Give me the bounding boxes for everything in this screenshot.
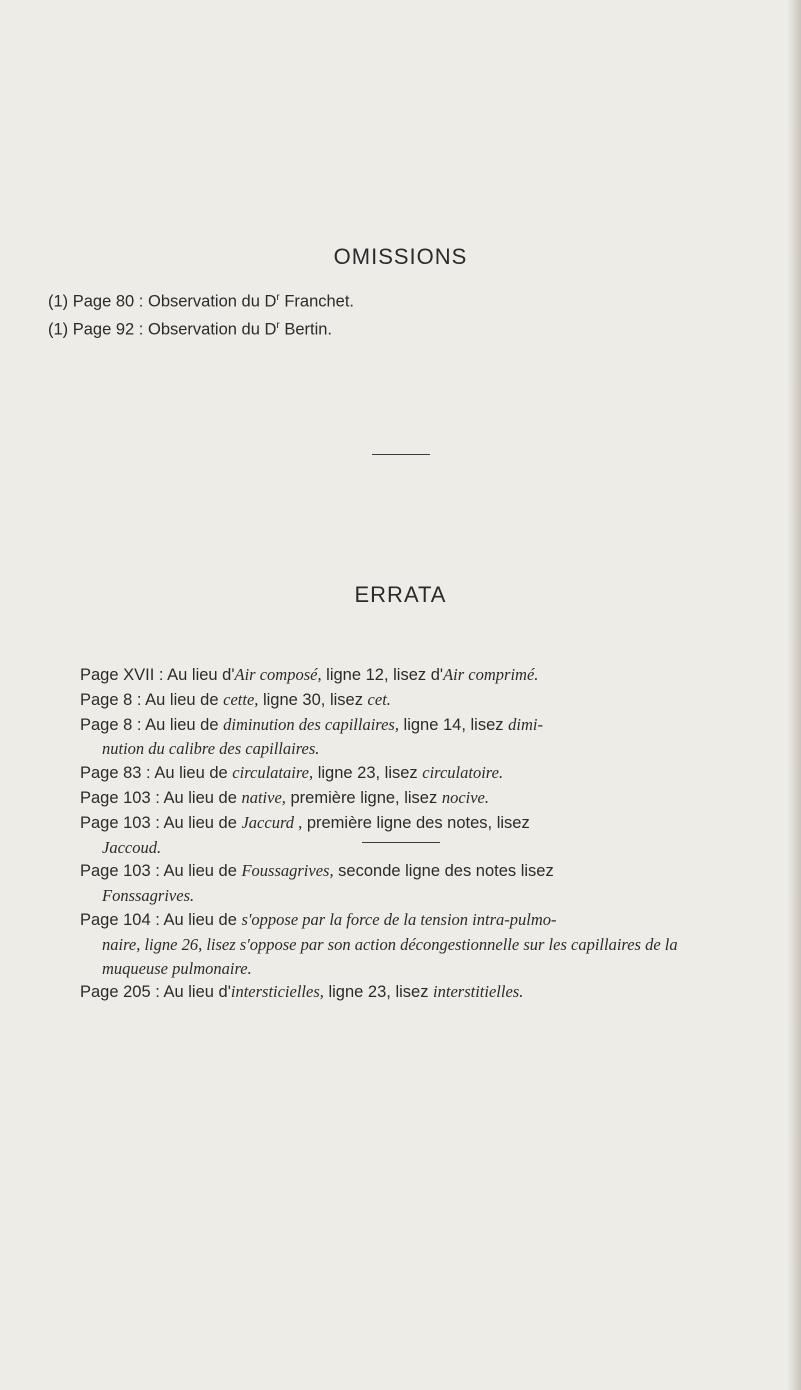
errata-entry	[80, 980, 740, 1005]
errata-entry	[80, 761, 740, 786]
omission-item	[48, 286, 354, 314]
entry-text: ligne 23, lisez	[323, 983, 434, 1002]
errata-title: ERRATA	[354, 582, 447, 607]
omission-ref: (1) Page 80 :	[48, 292, 144, 311]
entry-text: première ligne, lisez	[285, 788, 442, 807]
omission-tail: Bertin.	[279, 320, 333, 338]
entry-text: Page XVII : Au lieu d'	[80, 666, 235, 684]
entry-italic: Air comprimé.	[443, 665, 539, 684]
omission-sup: r	[276, 292, 280, 303]
omissions-title: OMISSIONS	[333, 244, 468, 269]
entry-text: Page 205 : Au lieu d'	[80, 983, 231, 1002]
entry-continuation: nution du calibre des capillaires.	[102, 739, 320, 759]
errata-entry	[80, 663, 740, 688]
entry-text: ligne 23, lisez	[313, 764, 423, 783]
entry-italic: interstitielles.	[433, 982, 524, 1002]
entry-continuation: naire, ligne 26, lisez s'oppose par son action décongestionnelle sur les capillaires de la muqueuse pulmonaire.	[102, 934, 678, 978]
entry-text: ligne 14, lisez	[398, 715, 509, 734]
entry-italic: native,	[241, 787, 286, 807]
omission-ref: (1) Page 92 :	[48, 320, 144, 338]
entry-text: Page 104 : Au lieu de	[80, 910, 242, 929]
entry-text: Page 103 : Au lieu de	[80, 788, 242, 807]
omission-tail: Franchet.	[279, 292, 355, 311]
entry-italic: cette,	[223, 689, 259, 709]
errata-entry	[80, 713, 740, 762]
entry-italic: circulatoire.	[422, 763, 504, 783]
entry-italic: s'oppose par la force de la tension intra-pulmo-	[241, 909, 557, 929]
entry-text: Page 83 : Au lieu de	[80, 764, 233, 783]
entry-continuation: Jaccoud.	[102, 837, 162, 857]
page-edge-shadow	[787, 0, 801, 1390]
entry-italic: Jaccurd ,	[241, 812, 303, 832]
entry-italic: Foussagrives,	[241, 861, 334, 881]
omission-text: Observation du D	[147, 292, 277, 311]
omission-sup: r	[276, 319, 280, 331]
entry-text: Page 8 : Au lieu de	[80, 715, 224, 734]
errata-entry	[80, 786, 740, 811]
entry-text: seconde ligne des notes lisez	[333, 862, 554, 881]
entry-text: ligne 12, lisez d'	[321, 666, 444, 684]
end-rule	[362, 842, 440, 843]
entry-text: Page 8 : Au lieu de	[80, 690, 224, 709]
entry-italic: dimi-	[508, 714, 543, 734]
omissions-list	[48, 286, 354, 341]
omission-text: Observation du D	[147, 320, 277, 338]
divider-rule	[372, 454, 430, 455]
omission-item	[48, 314, 354, 342]
errata-entry	[80, 908, 740, 980]
entry-continuation: Fonssagrives.	[102, 886, 195, 906]
entry-italic: intersticielles,	[230, 982, 324, 1002]
entry-text: première ligne des notes, lisez	[302, 813, 530, 832]
errata-entry	[80, 811, 740, 860]
errata-entry	[80, 859, 740, 908]
entry-italic: cet.	[367, 689, 391, 709]
entry-italic: diminution des capillaires,	[223, 714, 399, 734]
entry-italic: nocive.	[441, 787, 490, 807]
errata-list	[80, 663, 740, 1005]
entry-text: ligne 30, lisez	[258, 690, 368, 709]
entry-italic: Air composé,	[234, 665, 322, 684]
errata-entry	[80, 688, 740, 713]
entry-italic: circulataire,	[232, 763, 314, 783]
entry-text: Page 103 : Au lieu de	[80, 813, 242, 832]
entry-text: Page 103 : Au lieu de	[80, 862, 242, 881]
